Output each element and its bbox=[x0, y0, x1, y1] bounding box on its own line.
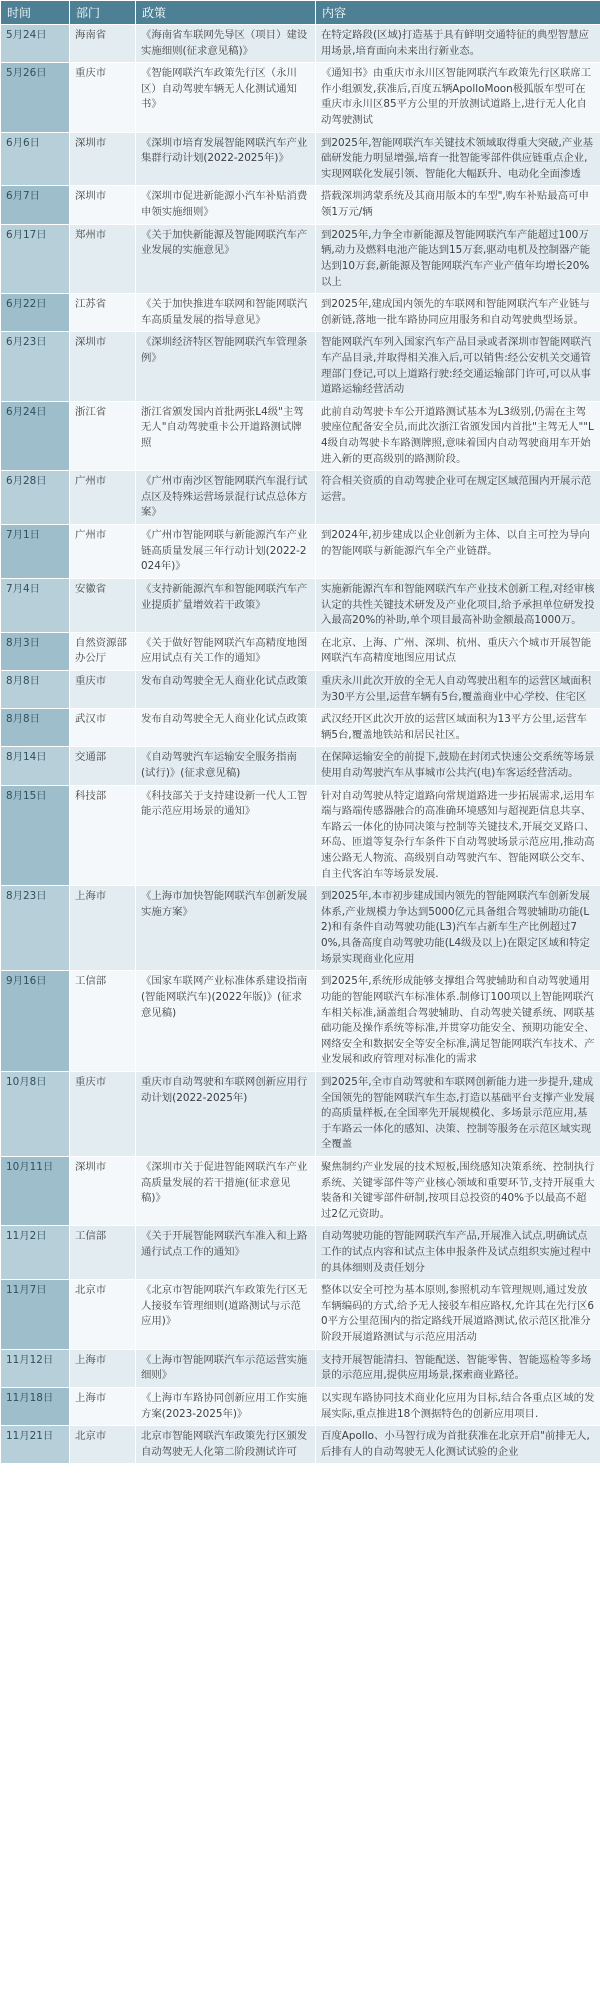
row-content: 到2024年,初步建成以企业创新为主体、以自主可控为导向的智能网联与新能源汽车全产业链群。 bbox=[316, 525, 600, 579]
row-policy: 《关于开展智能网联汽车准入和上路通行试点工作的通知》 bbox=[136, 1226, 316, 1280]
row-department: 重庆市 bbox=[70, 1071, 136, 1156]
table-row bbox=[1, 224, 600, 293]
row-content: 武汉经开区此次开放的运营区域面积为13平方公里,运营车辆5台,覆盖地铁站和居民社区。 bbox=[316, 709, 600, 747]
row-date: 8月3日 bbox=[1, 632, 70, 670]
row-department: 深圳市 bbox=[70, 332, 136, 401]
row-content: 整体以安全可控为基本原则,参照机动车管理规则,通过发放车辆编码的方式,给予无人接驳车相应路权,允许其在先行区60平方公里范围内的指定路线开展道路测试,依示范区批准分阶段开展道路测试与示范应用活动 bbox=[316, 1280, 600, 1349]
table-row bbox=[1, 332, 600, 401]
row-date: 5月24日 bbox=[1, 25, 70, 63]
table-row bbox=[1, 1226, 600, 1280]
row-policy: 《科技部关于支持建设新一代人工智能示范应用场景的通知》 bbox=[136, 785, 316, 886]
row-policy: 《智能网联汽车政策先行区（永川区）自动驾驶车辆无人化测试通知书》 bbox=[136, 63, 316, 132]
row-policy: 《上海市车路协同创新应用工作实施方案(2023-2025年)》 bbox=[136, 1387, 316, 1425]
row-content: 智能网联汽车列入国家汽车产品目录或者深圳市智能网联汽车产品目录,并取得相关准入后,可以销售:经公安机关交通管理部门登记,可以上道路行驶:经交通运输部门许可,可以从事道路运输经营活动 bbox=[316, 332, 600, 401]
row-content: 支持开展智能清扫、智能配送、智能零售、智能巡检等多场景的示范应用,提供应用场景,探索商业路径。 bbox=[316, 1349, 600, 1387]
row-date: 10月8日 bbox=[1, 1071, 70, 1156]
table-row bbox=[1, 785, 600, 886]
table-row bbox=[1, 1387, 600, 1425]
row-department: 自然资源部办公厅 bbox=[70, 632, 136, 670]
row-content: 符合相关资质的自动驾驶企业可在规定区域范围内开展示范运营。 bbox=[316, 471, 600, 525]
row-policy: 《上海市智能网联汽车示范运营实施细则》 bbox=[136, 1349, 316, 1387]
table-row bbox=[1, 471, 600, 525]
table-row bbox=[1, 186, 600, 224]
row-policy: 《关于加快新能源及智能网联汽车产业发展的实施意见》 bbox=[136, 224, 316, 293]
row-content: 实施新能源汽车和智能网联汽车产业技术创新工程,对经审核认定的共性关键技术研发及产业化项目,给予承担单位研发投入最高20%的补助,单个项目最高补助金额最高1000万。 bbox=[316, 578, 600, 632]
row-date: 8月8日 bbox=[1, 709, 70, 747]
table-row bbox=[1, 1157, 600, 1226]
row-policy: 发布自动驾驶全无人商业化试点政策 bbox=[136, 670, 316, 708]
table-row bbox=[1, 132, 600, 186]
row-department: 深圳市 bbox=[70, 132, 136, 186]
row-department: 北京市 bbox=[70, 1280, 136, 1349]
row-department: 海南省 bbox=[70, 25, 136, 63]
row-content: 到2025年,力争全市新能源及智能网联汽车产能超过100万辆,动力及燃料电池产能达到15万套,驱动电机及控制器产能达到10万套,新能源及智能网联汽车产业产值年均增长20%以上 bbox=[316, 224, 600, 293]
table-row bbox=[1, 1071, 600, 1156]
table-row bbox=[1, 525, 600, 579]
row-date: 11月2日 bbox=[1, 1226, 70, 1280]
row-policy: 《深圳经济特区智能网联汽车管理条例》 bbox=[136, 332, 316, 401]
row-department: 工信部 bbox=[70, 971, 136, 1072]
row-department: 浙江省 bbox=[70, 401, 136, 470]
row-content: 搭载深圳鸿蒙系统及其商用版本的车型",购车补贴最高可申领1万元/辆 bbox=[316, 186, 600, 224]
row-content: 重庆永川此次开放的全无人自动驾驶出租车的运营区域面积为30平方公里,运营车辆有5台,覆盖商业中心学校、住宅区 bbox=[316, 670, 600, 708]
row-department: 上海市 bbox=[70, 1387, 136, 1425]
row-policy: 重庆市自动驾驶和车联网创新应用行动计划(2022-2025年) bbox=[136, 1071, 316, 1156]
table-row bbox=[1, 747, 600, 785]
row-policy: 《广州市南沙区智能网联汽车混行试点区及特殊运营场景混行试点总体方案》 bbox=[136, 471, 316, 525]
row-policy: 《上海市加快智能网联汽车创新发展实施方案》 bbox=[136, 886, 316, 971]
row-policy: 《深圳市关于促进智能网联汽车产业高质量发展的若干措施(征求意见稿)》 bbox=[136, 1157, 316, 1226]
row-department: 安徽省 bbox=[70, 578, 136, 632]
row-date: 6月22日 bbox=[1, 294, 70, 332]
row-content: 针对自动驾驶从特定道路向常规道路进一步拓展需求,运用车端与路端传感器融合的高准确环境感知与超视距信息共享、车路云一体化的协同决策与控制等关键技术,开展交叉路口、环岛、匝道等复杂行车条件下自动驾驶场景示范应用,推动高速公路无人物流、高级别自动驾驶汽车、智能网联公交车、自主代客泊车等场景发展. bbox=[316, 785, 600, 886]
table-row bbox=[1, 1280, 600, 1349]
row-date: 11月12日 bbox=[1, 1349, 70, 1387]
row-content: 到2025年,全市自动驾驶和车联网创新能力进一步提升,建成全国领先的智能网联汽车生态,打造以基础平台支撑产业发展的高质量样板,在全国率先开展规模化、多场景示范应用,基于车路云一体化的感知、决策、控制等服务在示范区域实现全覆盖 bbox=[316, 1071, 600, 1156]
header-department: 部门 bbox=[70, 1, 136, 25]
row-policy: 《深圳市培育发展智能网联汽车产业集群行动计划(2022-2025年)》 bbox=[136, 132, 316, 186]
table-row bbox=[1, 578, 600, 632]
header-time: 时间 bbox=[1, 1, 70, 25]
row-policy: 《关于做好智能网联汽车高精度地图应用试点有关工作的通知》 bbox=[136, 632, 316, 670]
table-row bbox=[1, 971, 600, 1072]
row-date: 8月23日 bbox=[1, 886, 70, 971]
row-content: 在保障运输安全的前提下,鼓励在封闭式快速公交系统等场景使用自动驾驶汽车从事城市公共汽(电)车客运经营活动。 bbox=[316, 747, 600, 785]
row-content: 到2025年,系统形成能够支撑组合驾驶辅助和自动驾驶通用功能的智能网联汽车标准体系.制修订100项以上智能网联汽车相关标准,涵盖组合驾驶辅助、自动驾驶关键系统、网联基础功能及操作系统等标准,并贯穿功能安全、预期功能安全、网络安全和数据安全等安全标准,满足智能网联汽车技术、产业发展和政府管理对标准化的需求 bbox=[316, 971, 600, 1072]
row-department: 北京市 bbox=[70, 1426, 136, 1464]
table-row bbox=[1, 1349, 600, 1387]
row-date: 9月16日 bbox=[1, 971, 70, 1072]
row-date: 11月7日 bbox=[1, 1280, 70, 1349]
table-row bbox=[1, 294, 600, 332]
row-date: 8月14日 bbox=[1, 747, 70, 785]
table-header-row bbox=[1, 1, 600, 25]
row-date: 11月21日 bbox=[1, 1426, 70, 1464]
row-policy: 北京市智能网联汽车政策先行区颁发自动驾驶无人化第二阶段测试许可 bbox=[136, 1426, 316, 1464]
row-content: 到2025年,建成国内领先的车联网和智能网联汽车产业链与创新链,落地一批车路协同应用服务和自动驾驶典型场景。 bbox=[316, 294, 600, 332]
row-policy: 《支持新能源汽车和智能网联汽车产业提质扩量增效若干政策》 bbox=[136, 578, 316, 632]
row-policy: 《自动驾驶汽车运输安全服务指南(试行)》(征求意见稿) bbox=[136, 747, 316, 785]
row-date: 5月26日 bbox=[1, 63, 70, 132]
row-date: 6月28日 bbox=[1, 471, 70, 525]
row-date: 10月11日 bbox=[1, 1157, 70, 1226]
table-row bbox=[1, 25, 600, 63]
row-content: 到2025年,本市初步建成国内领先的智能网联汽车创新发展体系,产业规模力争达到5000亿元具备组合驾驶辅助功能(L2)和有条件自动驾驶功能(L3)汽车占新车生产比例超过70%,具备高度自动驾驶功能(L4级及以上)在限定区域和特定场景实现商业化应用 bbox=[316, 886, 600, 971]
row-policy: 《广州市智能网联与新能源汽车产业链高质量发展三年行动计划(2022-2024年)》 bbox=[136, 525, 316, 579]
row-policy: 发布自动驾驶全无人商业化试点政策 bbox=[136, 709, 316, 747]
table-row bbox=[1, 886, 600, 971]
header-policy: 政策 bbox=[136, 1, 316, 25]
row-department: 重庆市 bbox=[70, 670, 136, 708]
row-department: 上海市 bbox=[70, 1349, 136, 1387]
row-content: 在特定路段(区域)打造基于具有鲜明交通特征的典型智慧应用场景,培育面向未来出行新业态。 bbox=[316, 25, 600, 63]
row-policy: 《深圳市促进新能源小汽车补贴消费申领实施细则》 bbox=[136, 186, 316, 224]
row-department: 江苏省 bbox=[70, 294, 136, 332]
table-row bbox=[1, 709, 600, 747]
table-row bbox=[1, 670, 600, 708]
row-content: 此前自动驾驶卡车公开道路测试基本为L3级别,仍需在主驾驶座位配备安全员,而此次浙江省颁发国内首批"主驾无人""L4级自动驾驶卡车路测牌照,意味着国内自动驾驶商用车开始进入新的更高级别的路测阶段。 bbox=[316, 401, 600, 470]
row-department: 工信部 bbox=[70, 1226, 136, 1280]
row-department: 武汉市 bbox=[70, 709, 136, 747]
row-date: 8月15日 bbox=[1, 785, 70, 886]
table-row bbox=[1, 63, 600, 132]
row-date: 7月4日 bbox=[1, 578, 70, 632]
row-department: 郑州市 bbox=[70, 224, 136, 293]
table-row bbox=[1, 632, 600, 670]
row-date: 6月24日 bbox=[1, 401, 70, 470]
row-date: 8月8日 bbox=[1, 670, 70, 708]
header-content: 内容 bbox=[316, 1, 600, 25]
row-date: 6月23日 bbox=[1, 332, 70, 401]
table-body bbox=[1, 25, 600, 1464]
row-date: 6月17日 bbox=[1, 224, 70, 293]
row-content: 自动驾驶功能的智能网联汽车产品,开展准入试点,明确试点工作的试点内容和试点主体申报条件及试点组织实施过程中的具体细则及责任划分 bbox=[316, 1226, 600, 1280]
row-policy: 《北京市智能网联汽车政策先行区无人接驳车管理细则(道路测试与示范应用)》 bbox=[136, 1280, 316, 1349]
row-department: 交通部 bbox=[70, 747, 136, 785]
row-date: 6月7日 bbox=[1, 186, 70, 224]
row-content: 到2025年,智能网联汽车关键技术领域取得重大突破,产业基础研发能力明显增强,培育一批智能零部件供应链重点企业,实现网联化发展引领、智能化大幅跃升、电动化全面渗透 bbox=[316, 132, 600, 186]
row-policy: 《关于加快推进车联网和智能网联汽车高质量发展的指导意见》 bbox=[136, 294, 316, 332]
row-department: 深圳市 bbox=[70, 1157, 136, 1226]
row-policy: 《海南省车联网先导区（项目）建设实施细则(征求意见稿)》 bbox=[136, 25, 316, 63]
row-department: 广州市 bbox=[70, 525, 136, 579]
row-department: 重庆市 bbox=[70, 63, 136, 132]
row-department: 广州市 bbox=[70, 471, 136, 525]
row-content: 《通知书》由重庆市永川区智能网联汽车政策先行区联席工作小组颁发,获准后,百度五辆ApolloMoon极狐版车型可在重庆市永川区85平方公里的开放测试道路上,进行无人化自动驾驶测试 bbox=[316, 63, 600, 132]
row-department: 科技部 bbox=[70, 785, 136, 886]
table-row bbox=[1, 401, 600, 470]
row-content: 百度Apollo、小马智行成为首批获准在北京开启"前排无人,后排有人的自动驾驶无人化测试试验的企业 bbox=[316, 1426, 600, 1464]
row-department: 深圳市 bbox=[70, 186, 136, 224]
row-date: 6月6日 bbox=[1, 132, 70, 186]
row-date: 11月18日 bbox=[1, 1387, 70, 1425]
row-content: 聚焦制约产业发展的技术短板,围绕感知决策系统、控制执行系统、关键零部件等产业核心领域和重要环节,支持开展重大装备和关键零部件研制,按项目总投资的40%予以最高不超过2亿元资助。 bbox=[316, 1157, 600, 1226]
row-department: 上海市 bbox=[70, 886, 136, 971]
table-row bbox=[1, 1426, 600, 1464]
row-date: 7月1日 bbox=[1, 525, 70, 579]
row-policy: 《国家车联网产业标准体系建设指南(智能网联汽车)(2022年版)》(征求意见稿) bbox=[136, 971, 316, 1072]
row-policy: 浙江省颁发国内首批两张L4级"主驾无人"自动驾驶重卡公开道路测试牌照 bbox=[136, 401, 316, 470]
row-content: 以实现车路协同技术商业化应用为目标,结合各重点区域的发展实际,重点推进18个测据特色的创新应用项目. bbox=[316, 1387, 600, 1425]
row-content: 在北京、上海、广州、深圳、杭州、重庆六个城市开展智能网联汽车高精度地图应用试点 bbox=[316, 632, 600, 670]
